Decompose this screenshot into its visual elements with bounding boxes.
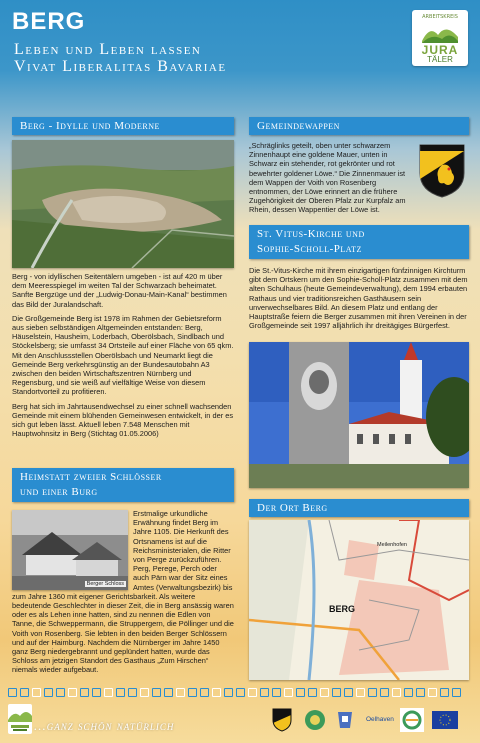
idylle-paragraph-1: Berg - von idyllischen Seitentälern umgeben - ist auf 420 m über dem Meeresspiegel im weiten Tal der Schwarzach beheimatet. Sanfte Bergzüge und der „Ludwig-Donau-Main-Kanal“ bestimmen das Bild der Juralandschaft. — [12, 272, 227, 309]
logo-top-text: ARBEITSKREIS — [422, 14, 458, 20]
map-label-berg: BERG — [329, 604, 356, 614]
heading-vitus-line-2: Sophie-Scholl-Platz — [257, 243, 362, 255]
heading-heimstatt-line-2: und einer Burg — [20, 486, 98, 498]
aerial-photo — [12, 140, 234, 268]
heading-idylle: Berg - Idylle und Moderne — [12, 117, 234, 135]
coat-of-arms-icon — [418, 143, 466, 199]
sponsor-crest-icon — [272, 708, 292, 732]
town-map — [249, 520, 469, 680]
logo-taler: TÄLER — [427, 55, 453, 64]
heimstatt-text — [12, 509, 234, 680]
jura-taeler-logo — [412, 10, 468, 66]
footer-decoration — [0, 688, 480, 700]
heading-wappen: Gemeindewappen — [249, 117, 469, 135]
subtitle-line-1: Leben und Leben lassen — [14, 41, 202, 58]
sponsor-regina-icon — [304, 708, 326, 732]
heading-heimstatt — [12, 468, 234, 502]
sponsor-oelhaven-text: Oelhaven — [366, 716, 394, 723]
heading-vitus — [249, 225, 469, 259]
church-photo — [249, 342, 469, 488]
logo-jura: JURA — [421, 43, 459, 57]
photo-label: Berger Schloss — [86, 581, 124, 587]
idylle-paragraph-3: Berg hat sich im Jahrtausendwechsel zu einer schnell wachsenden Gemeinde mit einem blühenden Gemeinwesen entwickelt, in der es sich gut leben lässt. Aktuell leben 7.548 Menschen mit Hauptwohnsitz in Berg (Stichtag 01.05.2006) — [12, 401, 234, 439]
idylle-text — [12, 272, 234, 443]
idylle-paragraph-2: Die Großgemeinde Berg ist 1978 im Rahmen der Gebietsreform aus sieben selbständigen Altgemeinden entstanden: Berg, Häuselstein, Hausheim, Loderbach, Oberölsbach, Sindlbach und Stöckelsberg; sie umfasst 34 Ortsteile auf einer Fläche von 65 qkm. Mit den Anschlussstellen Oberölsbach und Neumarkt liegt die Gemeinde Berg verkehrsgünstig an der Bundesautobahn A3 zwischen den beiden Wirtschaftszentren Nürnberg und Regensburg, und sie weiß auf vielfältige Weise von diesem Standortvorteil zu profitieren. — [12, 313, 234, 397]
heading-vitus-line-1: St. Vitus-Kirche und — [257, 228, 365, 240]
eu-flag-icon — [432, 711, 458, 729]
sponsor-bavaria-icon — [336, 708, 354, 732]
subtitle-line-2: Vivat Liberalitas Bavariae — [14, 58, 227, 75]
heimstatt-paragraph-1: Erstmalige urkundliche Erwähnung findet Berg im Jahre 1105. Die Herkunft des Ortsnamens ist auf die Reichsministerialen, die Ritter von Perge zurückzuführen. Perg, Perege, Perch oder auch Pärn war der Sitz eines Amtes (Verwaltungsbezirk) bis zum Jahre 1360 mit eigener Gerichtsbarkeit. Als weitere bedeutende Geschlechter in dieser Zeit, die in Berg ansässig waren oder es als Lehen inne hatten, sind zu nennen die Edlen von Tanne, die Schweppermann, die Struppergern, die Pöllinger und die Voith von Rosenberg. Sie lebten in den beiden Berger Schlössern und auf der Haimburg. Nachdem die Nürnberger im Jahre 1450 ganz Berg niedergebrannt und geplündert hatten, wurde das Schloss am jetzigen Standort des Gasthaus „Zum Hirschen“ niemals wieder aufgebaut. — [12, 509, 234, 675]
wappen-paragraph-1: „Schräglinks geteilt, oben unter schwarzem Zinnenhaupt eine goldene Mauer, unten in Schwarz ein stehender, rot gekrönter und rot bewehrter goldener Löwe.“ Die Zinnenmauer ist dem Wappen der Voith von Rosenberg entnommen, der Löwe erinnert an die frühere Zugehörigkeit der Oberen Pfalz zur Kurpfalz am Rhein, dessen Wappentier der Löwe ist. — [249, 141, 406, 215]
footer-slogan: ...ganz schön natürlich — [34, 718, 175, 733]
hills-icon — [422, 21, 458, 43]
heading-heimstatt-line-1: Heimstatt zweier Schlösser — [20, 471, 162, 483]
heading-ort: Der Ort Berg — [249, 499, 469, 517]
page-title: BERG — [12, 8, 86, 35]
vitus-paragraph-1: Die St.-Vitus-Kirche mit ihrem einzigartigen fünfzinnigen Kirchturm gibt dem Ortskern um den Sophie-Scholl-Platz zusammen mit dem alten Schulhaus (heute Gemeindeverwaltung), dem 1994 erbauten Rathaus und vier traditionsreichen Gasthäusern sein unverwechselbares Bild. An diesem Platz und entlang der Hauptstraße feiern die Berger zusammen mit ihren Vereinen in der Großgemeinde seit 1997 alljährlich ihr dreitägiges Bürgerfest. — [249, 266, 468, 331]
vitus-text — [249, 266, 469, 335]
footer-jura-logo — [8, 704, 32, 734]
map-label-meilenhofen: Meilenhofen — [377, 542, 407, 548]
sponsor-leader-icon — [400, 708, 424, 732]
